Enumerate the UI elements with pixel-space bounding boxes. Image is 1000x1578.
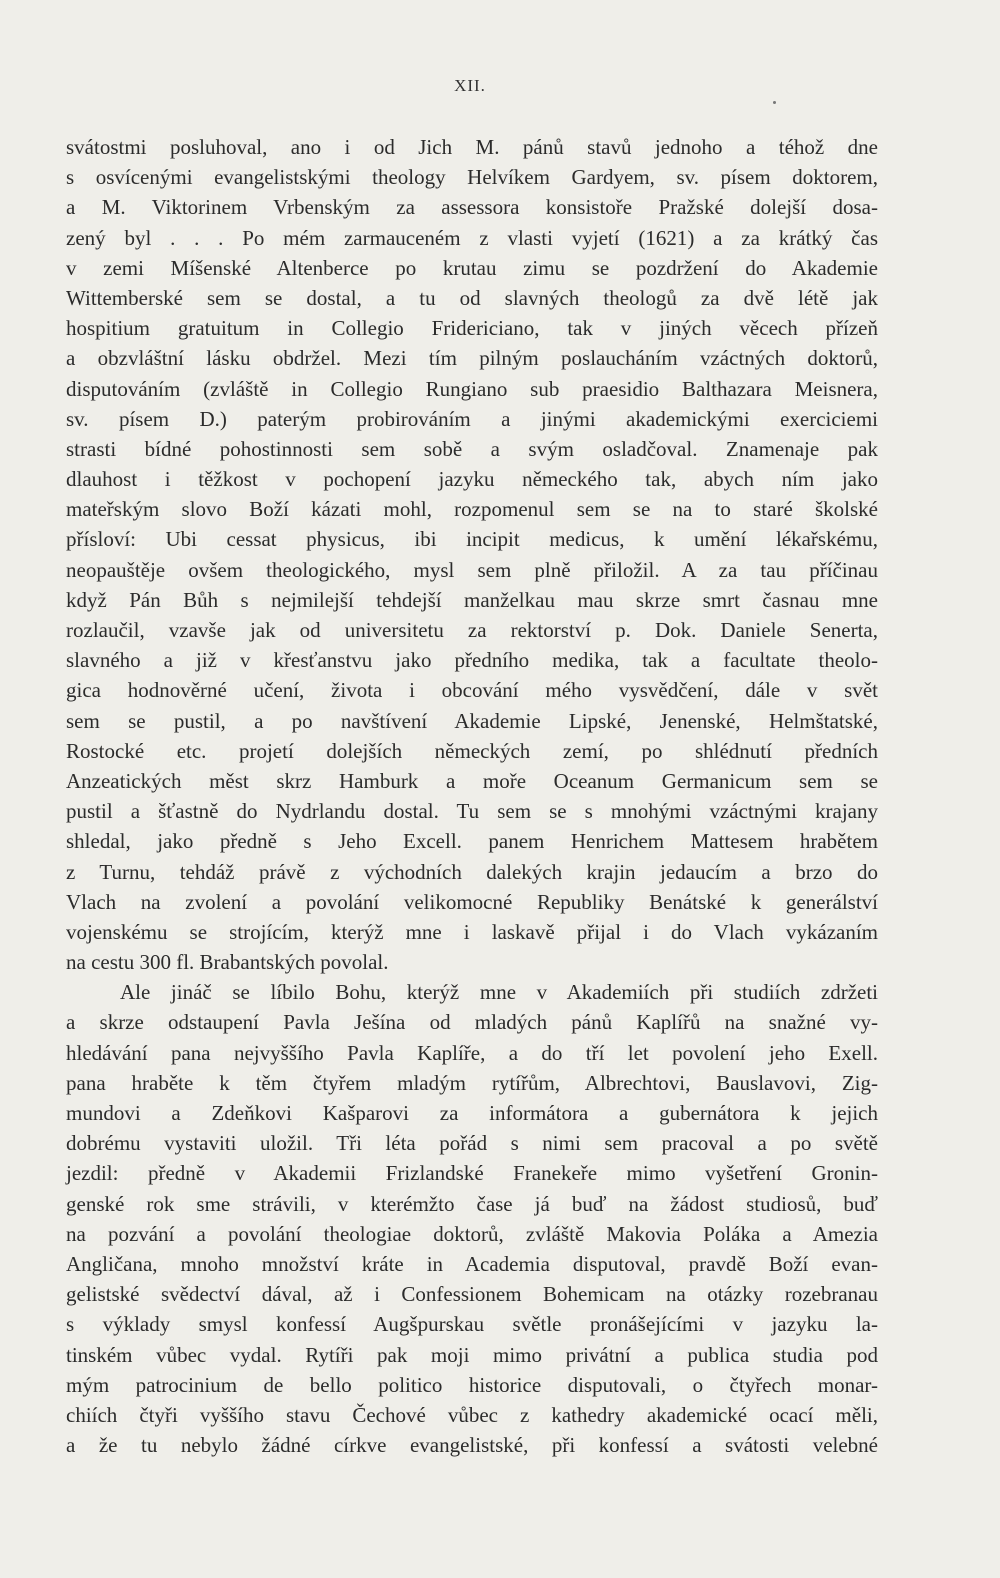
page-number: XII. xyxy=(454,76,486,95)
text-line: svátostmi posluhoval, ano i od Jich M. pánů stavů jednoho a téhož dne xyxy=(66,135,878,159)
print-speck xyxy=(773,101,776,104)
text-line: Angličana, mnoho množství kráte in Academia disputoval, pravdě Boží evan- xyxy=(66,1251,878,1276)
text-line: neopauštěje ovšem theologického, mysl sem plně přiložil. A za tau příčinau xyxy=(66,557,878,582)
text-line: na cestu 300 fl. Brabantských povolal. xyxy=(66,950,389,975)
paragraph xyxy=(66,977,878,1460)
text-line: slavného a již v křesťanstvu jako předního medika, tak a facultate theolo- xyxy=(66,648,878,673)
text-line: vojenskému se strojícím, kterýž mne i laskavě přijal i do Vlach vykázaním xyxy=(66,919,878,944)
text-line: mundovi a Zdeňkovi Kašparovi za informátora a gubernátora k jejich xyxy=(66,1101,878,1125)
text-line: sem se pustil, a po navštívení Akademie Lipské, Jenenské, Helmštatské, xyxy=(66,708,878,733)
text-line: dobrému vystaviti uložil. Tři léta pořád s nimi sem pracoval a po světě xyxy=(66,1131,878,1156)
text-line: v zemi Míšenské Altenberce po krutau zimu se pozdržení do Akademie xyxy=(66,255,878,280)
text-line: shledal, jako předně s Jeho Excell. panem Henrichem Mattesem hrabětem xyxy=(66,829,878,854)
text-line: přísloví: Ubi cessat physicus, ibi incipit medicus, k umění lékařskému, xyxy=(66,527,878,552)
text-line: Anzeatických měst skrz Hamburk a moře Oceanum Germanicum sem se xyxy=(66,768,878,793)
text-line: mým patrocinium de bello politico historice disputovali, o čtyřech monar- xyxy=(66,1372,878,1397)
text-line: gelistské svědectví dával, až i Confessionem Bohemicam na otázky rozebranau xyxy=(66,1282,878,1307)
text-line: genské rok sme strávili, v kterémžto čase já buď na žádost studiosů, buď xyxy=(66,1191,878,1216)
text-line: z Turnu, tehdáž právě z východních dalekých krajin jedaucím a brzo do xyxy=(66,859,878,884)
text-line: hledávání pana nejvyššího Pavla Kaplíře, a do tří let povolení jeho Exell. xyxy=(66,1040,878,1065)
text-line: gica hodnověrné učení, života i obcování mého vysvědčení, dále v svět xyxy=(66,678,878,703)
text-line: a že tu nebylo žádné církve evangelistské, při konfessí a svátosti velebné xyxy=(66,1433,878,1458)
paragraph xyxy=(66,132,878,977)
text-line: sv. písem D.) paterým probirováním a jinými akademickými exerciciemi xyxy=(66,406,878,431)
text-line: mateřským slovo Boží kázati mohl, rozpomenul sem se na to staré školské xyxy=(66,497,878,522)
text-line: hospitium gratuitum in Collegio Fridericiano, tak v jiných věcech přízeň xyxy=(66,316,878,341)
text-line: Ale jináč se líbilo Bohu, kterýž mne v Akademiích při studiích zdržeti xyxy=(120,980,878,1005)
text-line: pana hraběte k těm čtyřem mladým rytířům, Albrechtovi, Bauslavovi, Zig- xyxy=(66,1070,878,1095)
text-line: Vlach na zvolení a povolání velikomocné Republiky Benátské k generálství xyxy=(66,889,878,914)
text-line: když Pán Bůh s nejmilejší tehdejší manželkau mau skrze smrt časnau mne xyxy=(66,587,878,612)
text-line: strasti bídné pohostinnosti sem sobě a svým osladčoval. Znamenaje pak xyxy=(66,436,878,461)
text-line: a skrze odstaupení Pavla Ješína od mladých pánů Kaplířů na snažné vy- xyxy=(66,1010,878,1035)
text-line: Wittemberské sem se dostal, a tu od slavných theologů za dvě létě jak xyxy=(66,285,878,310)
text-line: Rostocké etc. projetí dolejších německých zemí, po shlédnutí předních xyxy=(66,738,878,763)
text-line: pustil a šťastně do Nydrlandu dostal. Tu sem se s mnohými vzáctnými krajany xyxy=(66,799,878,824)
text-line: na pozvání a povolání theologiae doktorů, zvláště Makovia Poláka a Amezia xyxy=(66,1221,878,1246)
text-line: dlauhost i těžkost v pochopení jazyku německého tak, abych ním jako xyxy=(66,467,878,492)
text-line: rozlaučil, vzavše jak od universitetu za rektorství p. Dok. Daniele Senerta, xyxy=(66,618,878,642)
text-line: a obzvláštní lásku obdržel. Mezi tím pilným poslaucháním vzáctných doktorů, xyxy=(66,346,878,371)
body-text xyxy=(66,132,878,1460)
text-line: a M. Viktorinem Vrbenským za assessora konsistoře Pražské dolejší dosa- xyxy=(66,195,878,220)
text-line: zený byl . . . Po mém zarmauceném z vlasti vyjetí (1621) a za krátký čas xyxy=(66,225,878,250)
text-line: s výklady smysl konfessí Augšpurskau světle pronášejícími v jazyku la- xyxy=(66,1312,878,1337)
text-line: disputováním (zvláště in Collegio Rungiano sub praesidio Balthazara Meisnera, xyxy=(66,376,878,401)
text-line: s osvícenými evangelistskými theology Helvíkem Gardyem, sv. písem doktorem, xyxy=(66,165,878,190)
text-line: jezdil: předně v Akademii Frizlandské Franekeře mimo vyšetření Gronin- xyxy=(66,1161,878,1186)
text-line: chiích čtyři vyššího stavu Čechové vůbec z kathedry akademické ocací měli, xyxy=(66,1402,878,1427)
text-line: tinském vůbec vydal. Rytíři pak moji mimo privátní a publica studia pod xyxy=(66,1342,878,1367)
